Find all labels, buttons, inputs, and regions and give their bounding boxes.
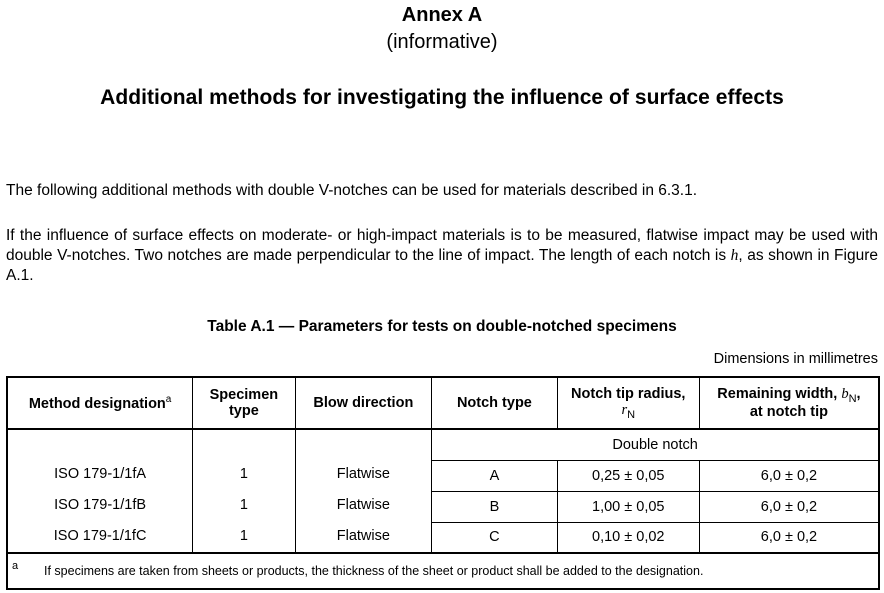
paragraph-surface-effects [6,226,878,286]
width-subscript: N [848,392,857,405]
header-method [7,377,193,429]
notch-length-symbol: h [730,247,739,264]
header-width-line2: at notch tip [749,404,828,421]
table-cell: 1 [239,528,248,544]
table-cell: 0,25 ± 0,05 [557,460,699,491]
method-cell-group [7,429,193,553]
dimensions-note: Dimensions in millimetres [713,351,878,367]
header-width-line1: Remaining width, [717,385,842,402]
header-method-label: Method designation [28,395,166,412]
header-radius [557,377,699,429]
table-footnote [7,553,879,589]
footnote-row [7,553,879,589]
specimen-cell-group [193,429,295,553]
header-specimen-line1: Specimen [209,387,279,403]
footnote-mark: a [165,394,172,406]
paragraph-text-end: , as shown in Figure A.1. [6,247,878,284]
paragraph-text-start: If the influence of surface effects on moderate- or high-impact materials is to be measured, flatwise impact may be used with double V-notches. Two notches are made perpendicular to the line of impact. The length of each notch is [6,227,878,264]
annex-subtitle: (informative) [386,31,498,53]
table-cell: Flatwise [336,528,390,544]
table-cell: B [432,491,557,522]
table-title: Table A.1 — Parameters for tests on double-notched specimens [207,318,677,335]
table-cell: A [432,460,557,491]
table-cell: 6,0 ± 0,2 [699,460,879,491]
table-cell: ISO 179-1/1fC [53,528,147,544]
table-cell: 6,0 ± 0,2 [699,491,879,522]
header-specimen [193,377,295,429]
header-width [699,377,879,429]
width-symbol: b [841,385,849,402]
blow-cell-group [295,429,432,553]
header-specimen-line2: type [228,403,259,419]
annex-title: Annex A [401,4,483,26]
double-notch-subheader: Double notch [432,429,879,460]
table-cell: Flatwise [336,497,390,513]
header-notch: Notch type [432,377,557,429]
table-cell: ISO 179-1/1fA [54,466,147,482]
table-cell: 1 [239,497,248,513]
parameters-table [6,376,880,590]
radius-subscript: N [627,408,636,421]
page-title: Additional methods for investigating the influence of surface effects [100,86,784,109]
table-cell: ISO 179-1/1fB [54,497,147,513]
footnote-mark: a [12,560,19,572]
footnote-text: If specimens are taken from sheets or products, the thickness of the sheet or product shall be added to the designation. [44,564,704,578]
table-cell: 1,00 ± 0,05 [557,491,699,522]
table-cell: Flatwise [336,466,390,482]
table-header-row [7,377,879,429]
table-cell: C [432,522,557,553]
table-cell: 1 [239,466,248,482]
table-cell: 6,0 ± 0,2 [699,522,879,553]
header-radius-line1: Notch tip radius, [571,385,686,402]
subheader-row [7,429,879,460]
width-comma: , [856,385,861,402]
paragraph-intro: The following additional methods with double V-notches can be used for materials described in 6.3.1. [6,182,698,199]
header-blow: Blow direction [295,377,432,429]
table-cell: 0,10 ± 0,02 [557,522,699,553]
radius-symbol: r [621,401,628,418]
